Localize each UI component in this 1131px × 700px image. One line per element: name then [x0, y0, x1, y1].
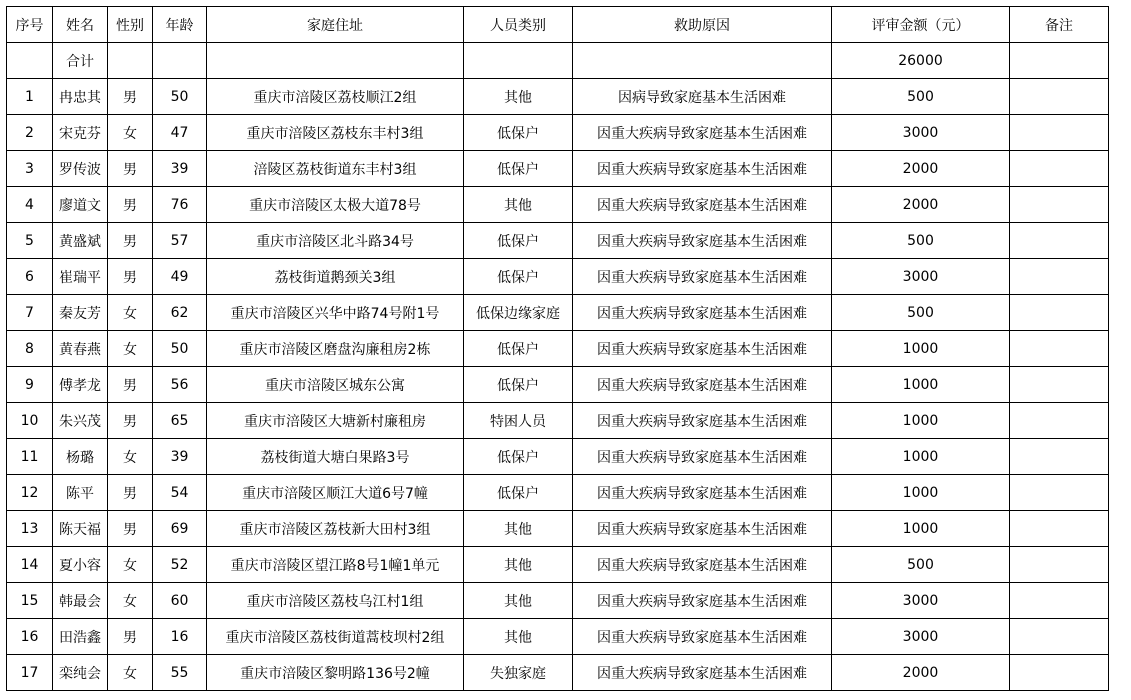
table-row [7, 619, 1109, 655]
cell-reason: 因重大疾病导致家庭基本生活困难 [573, 151, 832, 187]
cell-name: 傅孝龙 [53, 367, 108, 403]
cell-gender: 男 [108, 619, 153, 655]
total-row [7, 43, 1109, 79]
cell-reason: 因重大疾病导致家庭基本生活困难 [573, 583, 832, 619]
cell-name: 宋克芬 [53, 115, 108, 151]
cell-category: 低保户 [464, 115, 573, 151]
cell-category: 其他 [464, 547, 573, 583]
cell-amount: 1000 [832, 439, 1010, 475]
header-address: 家庭住址 [207, 7, 464, 43]
cell-age: 69 [153, 511, 207, 547]
cell-remark [1010, 115, 1109, 151]
cell-index: 5 [7, 223, 53, 259]
cell-address: 重庆市涪陵区荔枝顺江2组 [207, 79, 464, 115]
cell-address: 重庆市涪陵区磨盘沟廉租房2栋 [207, 331, 464, 367]
cell-gender: 女 [108, 295, 153, 331]
cell-gender: 男 [108, 187, 153, 223]
cell-address: 重庆市涪陵区太极大道78号 [207, 187, 464, 223]
cell-address: 重庆市涪陵区望江路8号1幢1单元 [207, 547, 464, 583]
cell-index: 2 [7, 115, 53, 151]
cell-name: 黄盛斌 [53, 223, 108, 259]
cell-reason: 因重大疾病导致家庭基本生活困难 [573, 187, 832, 223]
cell-category: 低保边缘家庭 [464, 295, 573, 331]
cell-address: 重庆市涪陵区荔枝东丰村3组 [207, 115, 464, 151]
cell-age: 54 [153, 475, 207, 511]
cell-amount: 2000 [832, 655, 1010, 691]
cell-name: 冉忠其 [53, 79, 108, 115]
cell-age: 16 [153, 619, 207, 655]
cell-age: 60 [153, 583, 207, 619]
cell-amount: 1000 [832, 511, 1010, 547]
cell-name: 栾纯会 [53, 655, 108, 691]
table-row [7, 583, 1109, 619]
cell-gender: 女 [108, 583, 153, 619]
cell-address: 涪陵区荔枝街道东丰村3组 [207, 151, 464, 187]
cell-address: 重庆市涪陵区北斗路34号 [207, 223, 464, 259]
table-row [7, 439, 1109, 475]
cell-age: 55 [153, 655, 207, 691]
cell-category: 其他 [464, 511, 573, 547]
table-row [7, 151, 1109, 187]
cell-reason: 因重大疾病导致家庭基本生活困难 [573, 331, 832, 367]
cell-index: 11 [7, 439, 53, 475]
cell-remark [1010, 223, 1109, 259]
cell-age: 56 [153, 367, 207, 403]
cell-gender: 男 [108, 511, 153, 547]
total-remark-cell [1010, 43, 1109, 79]
cell-remark [1010, 79, 1109, 115]
cell-remark [1010, 295, 1109, 331]
cell-gender: 女 [108, 115, 153, 151]
total-label: 合计 [53, 43, 108, 79]
header-amount: 评审金额（元） [832, 7, 1010, 43]
cell-reason: 因重大疾病导致家庭基本生活困难 [573, 619, 832, 655]
cell-category: 低保户 [464, 331, 573, 367]
cell-reason: 因重大疾病导致家庭基本生活困难 [573, 295, 832, 331]
cell-reason: 因重大疾病导致家庭基本生活困难 [573, 223, 832, 259]
table-row [7, 295, 1109, 331]
cell-gender: 女 [108, 655, 153, 691]
cell-address: 重庆市涪陵区大塘新村廉租房 [207, 403, 464, 439]
cell-amount: 1000 [832, 475, 1010, 511]
cell-remark [1010, 547, 1109, 583]
cell-index: 8 [7, 331, 53, 367]
cell-remark [1010, 367, 1109, 403]
cell-age: 65 [153, 403, 207, 439]
cell-address: 重庆市涪陵区荔枝新大田村3组 [207, 511, 464, 547]
cell-reason: 因重大疾病导致家庭基本生活困难 [573, 403, 832, 439]
cell-address: 荔枝街道大塘白果路3号 [207, 439, 464, 475]
cell-address: 重庆市涪陵区兴华中路74号附1号 [207, 295, 464, 331]
cell-age: 76 [153, 187, 207, 223]
cell-name: 夏小容 [53, 547, 108, 583]
table-row [7, 511, 1109, 547]
cell-reason: 因重大疾病导致家庭基本生活困难 [573, 439, 832, 475]
cell-gender: 男 [108, 79, 153, 115]
cell-age: 47 [153, 115, 207, 151]
cell-index: 4 [7, 187, 53, 223]
cell-category: 其他 [464, 583, 573, 619]
header-gender: 性别 [108, 7, 153, 43]
cell-age: 50 [153, 79, 207, 115]
cell-remark [1010, 151, 1109, 187]
cell-name: 杨璐 [53, 439, 108, 475]
cell-category: 低保户 [464, 151, 573, 187]
cell-address: 重庆市涪陵区黎明路136号2幢 [207, 655, 464, 691]
cell-index: 14 [7, 547, 53, 583]
cell-age: 62 [153, 295, 207, 331]
cell-remark [1010, 187, 1109, 223]
assistance-table [6, 6, 1109, 691]
cell-amount: 3000 [832, 115, 1010, 151]
header-reason: 救助原因 [573, 7, 832, 43]
cell-index: 1 [7, 79, 53, 115]
cell-remark [1010, 259, 1109, 295]
table-row [7, 367, 1109, 403]
table-row [7, 115, 1109, 151]
cell-name: 田浩鑫 [53, 619, 108, 655]
cell-name: 崔瑞平 [53, 259, 108, 295]
cell-name: 罗传波 [53, 151, 108, 187]
cell-remark [1010, 475, 1109, 511]
header-name: 姓名 [53, 7, 108, 43]
cell-index: 10 [7, 403, 53, 439]
cell-name: 秦友芳 [53, 295, 108, 331]
cell-category: 其他 [464, 79, 573, 115]
cell-reason: 因重大疾病导致家庭基本生活困难 [573, 367, 832, 403]
cell-index: 12 [7, 475, 53, 511]
cell-gender: 男 [108, 151, 153, 187]
cell-reason: 因重大疾病导致家庭基本生活困难 [573, 475, 832, 511]
cell-category: 低保户 [464, 223, 573, 259]
cell-address: 荔枝街道鹅颈关3组 [207, 259, 464, 295]
cell-amount: 3000 [832, 583, 1010, 619]
cell-address: 重庆市涪陵区顺江大道6号7幢 [207, 475, 464, 511]
cell-name: 廖道文 [53, 187, 108, 223]
cell-index: 17 [7, 655, 53, 691]
cell-amount: 3000 [832, 259, 1010, 295]
header-age: 年龄 [153, 7, 207, 43]
cell-amount: 1000 [832, 403, 1010, 439]
cell-reason: 因重大疾病导致家庭基本生活困难 [573, 511, 832, 547]
table-row [7, 403, 1109, 439]
cell-index: 9 [7, 367, 53, 403]
cell-age: 52 [153, 547, 207, 583]
cell-amount: 3000 [832, 619, 1010, 655]
cell-category: 其他 [464, 187, 573, 223]
cell-address: 重庆市涪陵区荔枝街道蒿枝坝村2组 [207, 619, 464, 655]
total-amount: 26000 [832, 43, 1010, 79]
cell-index: 3 [7, 151, 53, 187]
total-gender-cell [108, 43, 153, 79]
table-row [7, 655, 1109, 691]
cell-name: 陈天福 [53, 511, 108, 547]
cell-gender: 女 [108, 331, 153, 367]
total-index-cell [7, 43, 53, 79]
cell-address: 重庆市涪陵区荔枝乌江村1组 [207, 583, 464, 619]
cell-amount: 2000 [832, 187, 1010, 223]
cell-age: 57 [153, 223, 207, 259]
cell-index: 13 [7, 511, 53, 547]
cell-remark [1010, 511, 1109, 547]
cell-category: 低保户 [464, 439, 573, 475]
cell-gender: 女 [108, 439, 153, 475]
cell-gender: 女 [108, 547, 153, 583]
cell-amount: 1000 [832, 367, 1010, 403]
header-row [7, 7, 1109, 43]
table-row [7, 187, 1109, 223]
cell-age: 49 [153, 259, 207, 295]
cell-remark [1010, 439, 1109, 475]
cell-remark [1010, 331, 1109, 367]
cell-remark [1010, 655, 1109, 691]
cell-amount: 2000 [832, 151, 1010, 187]
cell-category: 低保户 [464, 259, 573, 295]
total-age-cell [153, 43, 207, 79]
total-address-cell [207, 43, 464, 79]
header-index: 序号 [7, 7, 53, 43]
cell-address: 重庆市涪陵区城东公寓 [207, 367, 464, 403]
total-reason-cell [573, 43, 832, 79]
cell-category: 失独家庭 [464, 655, 573, 691]
cell-remark [1010, 619, 1109, 655]
table-row [7, 547, 1109, 583]
cell-reason: 因重大疾病导致家庭基本生活困难 [573, 115, 832, 151]
table-row [7, 223, 1109, 259]
cell-index: 15 [7, 583, 53, 619]
cell-amount: 500 [832, 547, 1010, 583]
cell-reason: 因病导致家庭基本生活困难 [573, 79, 832, 115]
table-row [7, 331, 1109, 367]
cell-remark [1010, 403, 1109, 439]
header-category: 人员类别 [464, 7, 573, 43]
cell-category: 低保户 [464, 367, 573, 403]
cell-age: 50 [153, 331, 207, 367]
cell-remark [1010, 583, 1109, 619]
cell-gender: 男 [108, 475, 153, 511]
cell-category: 其他 [464, 619, 573, 655]
table-row [7, 259, 1109, 295]
cell-name: 朱兴茂 [53, 403, 108, 439]
total-category-cell [464, 43, 573, 79]
cell-age: 39 [153, 151, 207, 187]
cell-gender: 男 [108, 403, 153, 439]
cell-category: 低保户 [464, 475, 573, 511]
cell-category: 特困人员 [464, 403, 573, 439]
cell-gender: 男 [108, 259, 153, 295]
cell-name: 陈平 [53, 475, 108, 511]
cell-reason: 因重大疾病导致家庭基本生活困难 [573, 259, 832, 295]
cell-gender: 男 [108, 367, 153, 403]
cell-age: 39 [153, 439, 207, 475]
cell-name: 黄春燕 [53, 331, 108, 367]
cell-name: 韩最会 [53, 583, 108, 619]
cell-amount: 1000 [832, 331, 1010, 367]
cell-index: 7 [7, 295, 53, 331]
cell-gender: 男 [108, 223, 153, 259]
table-row [7, 79, 1109, 115]
table-row [7, 475, 1109, 511]
cell-index: 6 [7, 259, 53, 295]
cell-reason: 因重大疾病导致家庭基本生活困难 [573, 655, 832, 691]
cell-reason: 因重大疾病导致家庭基本生活困难 [573, 547, 832, 583]
cell-amount: 500 [832, 295, 1010, 331]
header-remark: 备注 [1010, 7, 1109, 43]
cell-index: 16 [7, 619, 53, 655]
cell-amount: 500 [832, 79, 1010, 115]
cell-amount: 500 [832, 223, 1010, 259]
